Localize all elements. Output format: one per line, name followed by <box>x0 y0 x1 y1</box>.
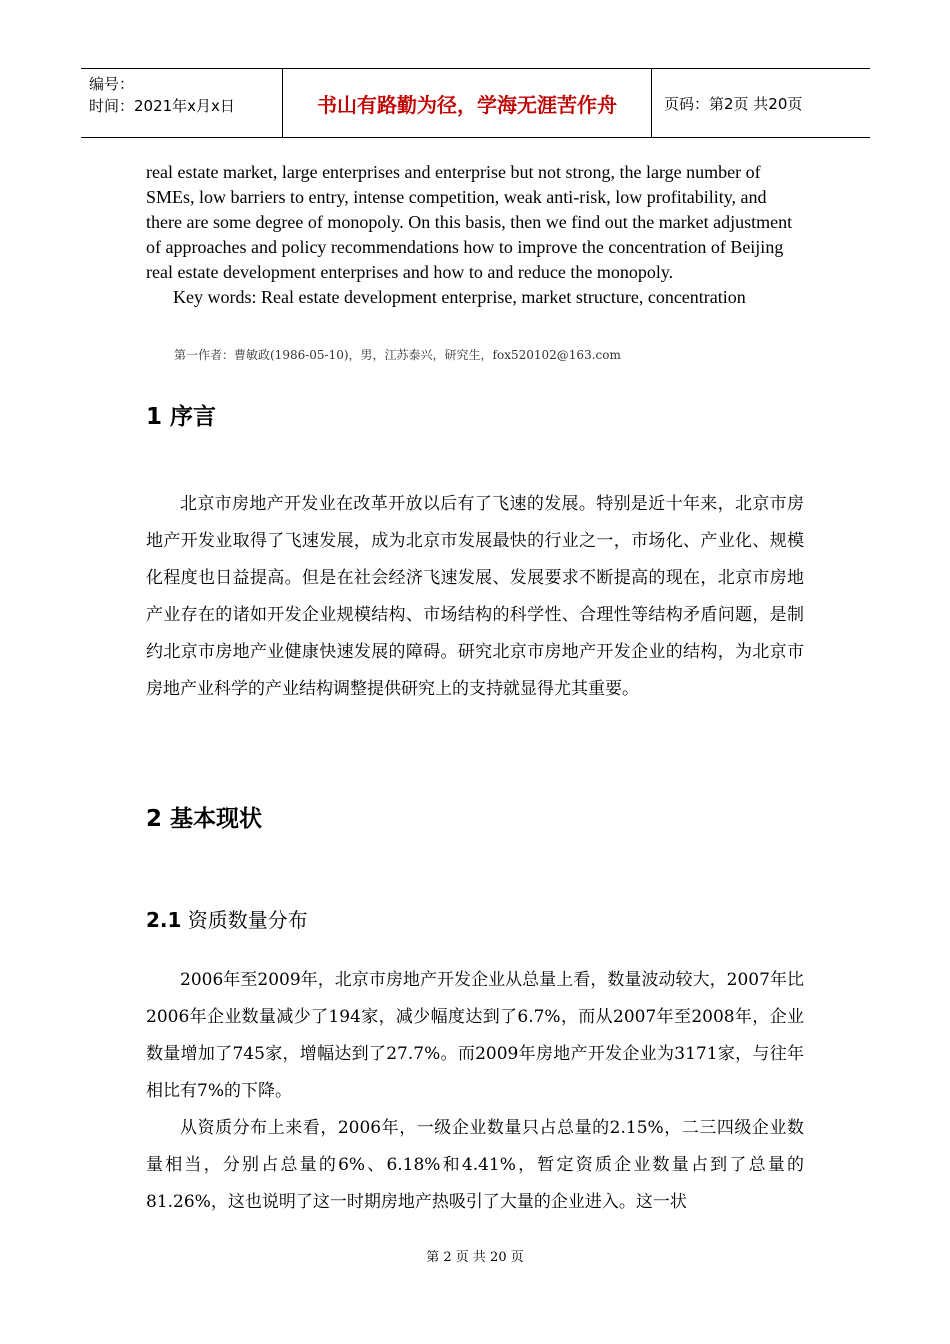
number-label: 编号： <box>89 75 135 93</box>
author-note: 第一作者：曹敏政(1986-05-10)，男，江苏泰兴，研究生，fox520102@163.com <box>174 348 621 362</box>
header-meta <box>81 69 282 137</box>
section2-paragraph1: 2006年至2009年，北京市房地产开发企业从总量上看，数量波动较大，2007年比2006年企业数量减少了194家，减少幅度达到了6.7%，而从2007年至2008年，企业数量增加了745家，增幅达到了27.7%。而2009年房地产开发企业为3171家，与往年相比有7%的下降。 <box>146 970 804 1101</box>
keywords: Key words: Real estate development enterprise, market structure, concentration <box>173 287 746 307</box>
time-label: 时间：2021年x月x日 <box>89 97 235 115</box>
abstract-english <box>146 160 806 310</box>
section2-1-number: 2.1 <box>146 908 182 932</box>
header-page-label: 页码：第2页 共20页 <box>664 94 803 113</box>
section2-title: 2 基本现状 <box>146 806 263 832</box>
page-footer: 第 2 页 共 20 页 <box>426 1250 524 1265</box>
section2-paragraph2: 从资质分布上来看，2006年，一级企业数量只占总量的2.15%，二三四级企业数量相当，分别占总量的6%、6.18%和4.41%，暂定资质企业数量占到了总量的81.26%，这也说明了这一时期房地产热吸引了大量的企业进入。这一状 <box>146 1118 804 1212</box>
abstract-text: real estate market, large enterprises and enterprise but not strong, the large number of SMEs, low barriers to entry, intense competition, weak anti-risk, low profitability, and there are some degree of monopoly. On this basis, then we find out the market adjustment of approaches and policy recommendations how to improve the concentration of Beijing real estate development enterprises and how to and reduce the monopoly. <box>146 162 793 282</box>
header-motto: 书山有路勤为径，学海无涯苦作舟 <box>282 69 652 137</box>
header-table <box>81 68 870 138</box>
section2-1-title: 资质数量分布 <box>187 908 308 932</box>
section1-paragraph: 北京市房地产开发业在改革开放以后有了飞速的发展。特别是近十年来，北京市房地产开发业取得了飞速发展，成为北京市发展最快的行业之一，市场化、产业化、规模化程度也日益提高。但是在社会经济飞速发展、发展要求不断提高的现在，北京市房地产业存在的诸如开发企业规模结构、市场结构的科学性、合理性等结构矛盾问题，是制约北京市房地产业健康快速发展的障碍。研究北京市房地产开发企业的结构，为北京市房地产业科学的产业结构调整提供研究上的支持就显得尤其重要。 <box>146 494 804 699</box>
section1-title: 1 序言 <box>146 404 217 430</box>
section2-1-heading <box>146 904 308 933</box>
